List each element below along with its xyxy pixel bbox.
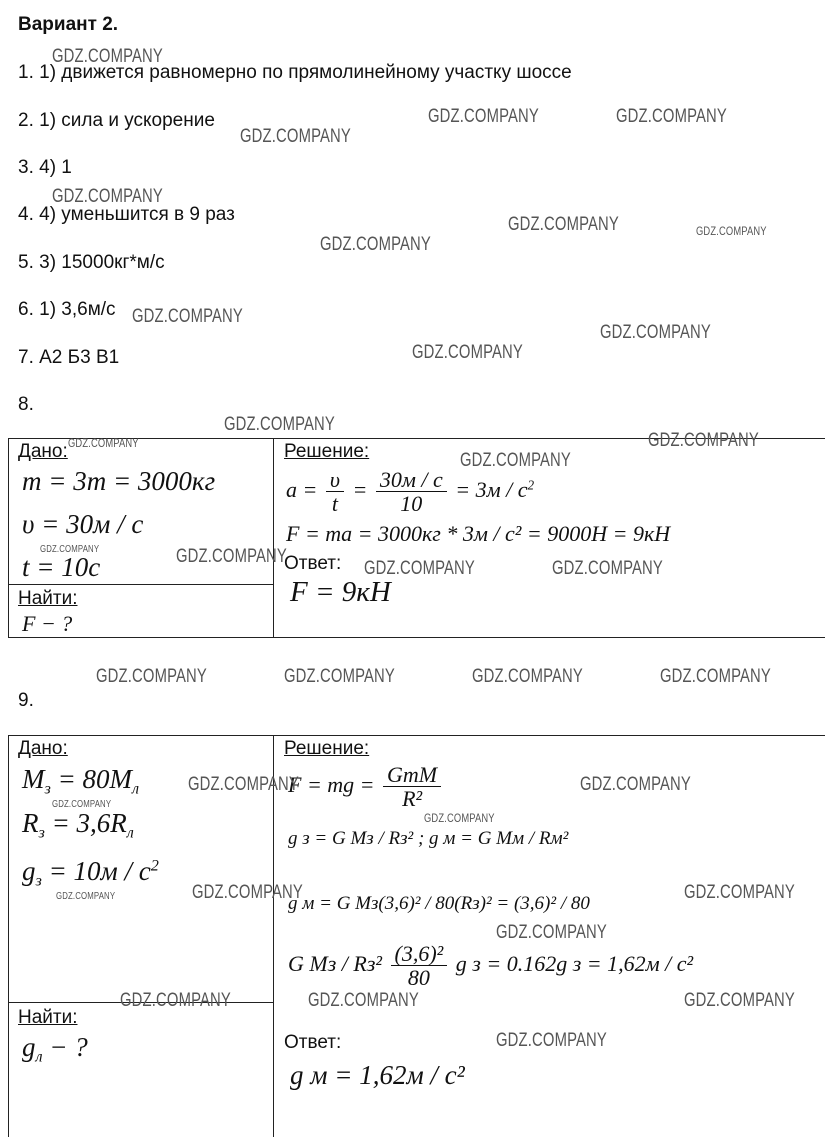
- answer-line-8: 8.: [18, 394, 34, 415]
- find-label: Найти:: [18, 1007, 78, 1028]
- formula-acceleration: a = $\frac{\upsilon}{t}$ = $\frac{30м / с}{10}$ = $3м / с^2$: [286, 467, 535, 517]
- watermark-text: GDZ.COMPANY: [284, 666, 395, 687]
- formula-moon-gravity: g м = G Mз(3,6)² / 80(Rз)² = (3,6)² / 80: [288, 893, 590, 914]
- watermark-text: GDZ.COMPANY: [40, 544, 100, 555]
- given-gravity: $g_з = 10м / с^2$: [22, 856, 159, 890]
- watermark-text: GDZ.COMPANY: [52, 799, 112, 810]
- watermark-text: GDZ.COMPANY: [240, 126, 351, 147]
- watermark-text: GDZ.COMPANY: [96, 666, 207, 687]
- given-time: t = 10с: [22, 552, 101, 582]
- watermark-text: GDZ.COMPANY: [508, 214, 619, 235]
- answer-line-6: 6. 1) 3,6м/с: [18, 299, 116, 320]
- watermark-text: GDZ.COMPANY: [684, 882, 795, 903]
- answer-line-7: 7. А2 Б3 В1: [18, 347, 120, 368]
- watermark-text: GDZ.COMPANY: [472, 666, 583, 687]
- watermark-text: GDZ.COMPANY: [192, 882, 303, 903]
- watermark-text: GDZ.COMPANY: [460, 450, 571, 471]
- final-answer-9: g м = 1,62м / с²: [290, 1060, 465, 1090]
- given-mass-ratio: $M_з = 80M_л$: [22, 764, 140, 798]
- watermark-text: GDZ.COMPANY: [552, 558, 663, 579]
- formula-ratio: G Mз / Rз² $\frac{\text{(3,6)²}}{80}$ g з = 0.162g з = 1,62м / с²: [288, 941, 694, 991]
- watermark-text: GDZ.COMPANY: [68, 436, 139, 450]
- watermark-text: GDZ.COMPANY: [176, 546, 287, 567]
- given-radius-ratio: $R_з = 3,6R_л$: [22, 808, 134, 842]
- watermark-text: GDZ.COMPANY: [684, 990, 795, 1011]
- given-label: Дано:: [18, 441, 68, 462]
- watermark-text: GDZ.COMPANY: [660, 666, 771, 687]
- answer-line-2: 2. 1) сила и ускорение: [18, 110, 215, 131]
- problem9-number: 9.: [18, 690, 34, 711]
- watermark-text: GDZ.COMPANY: [364, 558, 475, 579]
- watermark-text: GDZ.COMPANY: [52, 186, 163, 207]
- given-mass: m = 3т = 3000кг: [22, 466, 216, 496]
- watermark-text: GDZ.COMPANY: [648, 430, 759, 451]
- formula-gravity-force: F = mg = $\frac{\text{GmM}}{\text{R²}}$: [288, 763, 444, 811]
- answer-label: Ответ:: [284, 1032, 342, 1053]
- watermark-text: GDZ.COMPANY: [412, 342, 523, 363]
- answer-line-1: 1. 1) движется равномерно по прямолинейному участку шоссе: [18, 62, 572, 83]
- watermark-text: GDZ.COMPANY: [188, 774, 299, 795]
- watermark-text: GDZ.COMPANY: [696, 224, 767, 238]
- given-label: Дано:: [18, 738, 68, 759]
- given-velocity: υ = 30м / с: [22, 509, 144, 539]
- solution-label: Решение:: [284, 738, 370, 759]
- watermark-text: GDZ.COMPANY: [496, 922, 607, 943]
- answer-line-4: 4. 4) уменьшится в 9 раз: [18, 204, 235, 225]
- answer-label: Ответ:: [284, 553, 342, 574]
- find-label: Найти:: [18, 588, 78, 609]
- watermark-text: GDZ.COMPANY: [616, 106, 727, 127]
- find-force: F − ?: [22, 611, 73, 636]
- watermark-text: GDZ.COMPANY: [496, 1030, 607, 1051]
- answer-line-3: 3. 4) 1: [18, 157, 72, 178]
- watermark-text: GDZ.COMPANY: [224, 414, 335, 435]
- answer-line-5: 5. 3) 15000кг*м/с: [18, 252, 165, 273]
- find-gravity: $g_л$ − ?: [22, 1032, 88, 1066]
- page-title: Вариант 2.: [18, 14, 119, 35]
- watermark-text: GDZ.COMPANY: [428, 106, 539, 127]
- watermark-text: GDZ.COMPANY: [580, 774, 691, 795]
- watermark-text: GDZ.COMPANY: [308, 990, 419, 1011]
- final-answer-8: F = 9кН: [290, 576, 391, 608]
- watermark-text: GDZ.COMPANY: [424, 811, 495, 825]
- watermark-text: GDZ.COMPANY: [56, 891, 116, 902]
- watermark-text: GDZ.COMPANY: [120, 990, 231, 1011]
- solution-label: Решение:: [284, 441, 370, 462]
- formula-surface-gravity: g з = G Mз / Rз² ; g м = G Mм / Rм²: [288, 828, 569, 849]
- watermark-text: GDZ.COMPANY: [320, 234, 431, 255]
- watermark-text: GDZ.COMPANY: [52, 46, 163, 67]
- formula-force: F = ma = 3000кг * 3м / с² = 9000Н = 9кН: [286, 521, 671, 546]
- watermark-text: GDZ.COMPANY: [132, 306, 243, 327]
- watermark-text: GDZ.COMPANY: [600, 322, 711, 343]
